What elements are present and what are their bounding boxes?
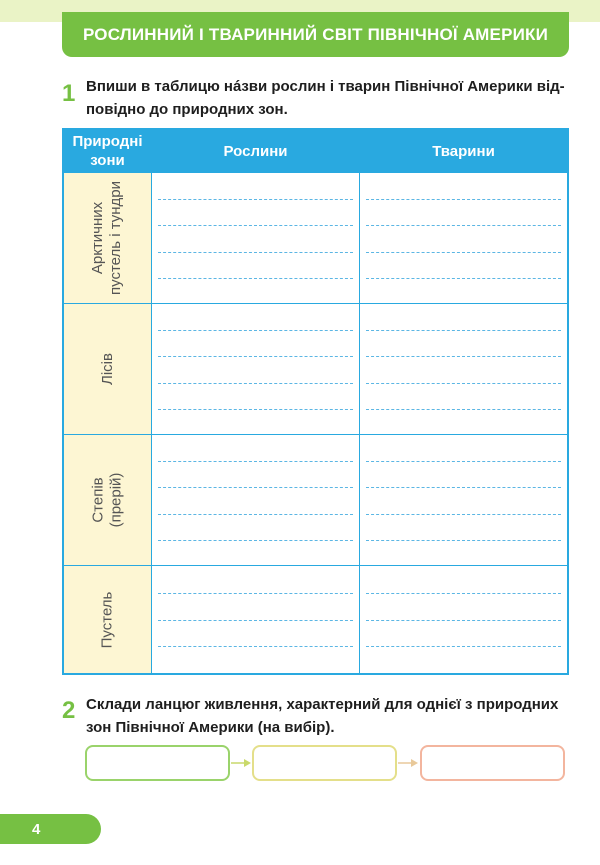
- writing-line: [366, 383, 561, 384]
- zone-deserts-label: Пустель: [98, 591, 116, 648]
- page-title: РОСЛИННИЙ І ТВАРИННИЙ СВІТ ПІВНІЧНОЇ АМЕРИКИ: [82, 24, 549, 44]
- writing-line: [158, 593, 353, 594]
- writing-line: [158, 409, 353, 410]
- writing-line: [158, 487, 353, 488]
- writing-line: [158, 461, 353, 462]
- writing-line: [366, 514, 561, 515]
- food-chain-box-3[interactable]: [420, 745, 565, 781]
- writing-line: [158, 514, 353, 515]
- writing-line: [366, 356, 561, 357]
- writing-line: [158, 330, 353, 331]
- zone-steppes: [64, 435, 152, 566]
- task-2-line-2: зон Північної Америки (на вибір).: [86, 719, 335, 736]
- writing-line: [366, 199, 561, 200]
- title-banner: [62, 12, 569, 57]
- task-2-text: [86, 693, 569, 739]
- header-plants: [152, 130, 360, 173]
- writing-line: [158, 356, 353, 357]
- chain-arrow-1-icon: [231, 757, 252, 769]
- food-chain-box-2[interactable]: [252, 745, 397, 781]
- chain-arrow-2-icon: [398, 757, 419, 769]
- header-plants-label: Рослини: [223, 142, 288, 160]
- writing-line: [366, 278, 561, 279]
- writing-line: [366, 330, 561, 331]
- writing-line: [158, 383, 353, 384]
- header-animals-label: Тварини: [432, 142, 495, 160]
- animals-forests-field[interactable]: [360, 304, 567, 435]
- writing-line: [366, 487, 561, 488]
- writing-line: [366, 540, 561, 541]
- task-1-text: [86, 75, 569, 121]
- zone-steppes-label: Степів (прерій): [89, 472, 125, 528]
- writing-line: [366, 252, 561, 253]
- zone-arctic-label: Арктичних пустель і тундри: [89, 180, 125, 296]
- writing-line: [366, 409, 561, 410]
- writing-line: [158, 225, 353, 226]
- writing-line: [366, 620, 561, 621]
- page-number-tab: [0, 814, 101, 844]
- plants-forests-field[interactable]: [152, 304, 360, 435]
- task-2-number: 2: [62, 697, 76, 724]
- zone-arctic: [64, 173, 152, 304]
- plants-steppes-field[interactable]: [152, 435, 360, 566]
- writing-line: [158, 620, 353, 621]
- zone-forests: [64, 304, 152, 435]
- header-animals: [360, 130, 567, 173]
- task-1-number: 1: [62, 80, 76, 107]
- animals-steppes-field[interactable]: [360, 435, 567, 566]
- zone-forests-label: Лісів: [98, 353, 116, 385]
- writing-line: [366, 593, 561, 594]
- task-2-line-1: Склади ланцюг живлення, характерний для однієї з природних: [86, 696, 559, 713]
- writing-line: [158, 278, 353, 279]
- header-zones-label: Природні зони: [72, 133, 143, 169]
- writing-line: [366, 225, 561, 226]
- writing-line: [366, 461, 561, 462]
- writing-line: [366, 646, 561, 647]
- task-1-line-1: Впиши в таблицю нáзви рослин і тварин Північної Америки від-: [86, 78, 565, 95]
- page-number: 4: [32, 820, 41, 838]
- animals-deserts-field[interactable]: [360, 566, 567, 673]
- task-1-line-2: повідно до природних зон.: [86, 101, 288, 118]
- zone-deserts: [64, 566, 152, 673]
- writing-line: [158, 646, 353, 647]
- writing-line: [158, 540, 353, 541]
- food-chain-box-1[interactable]: [85, 745, 230, 781]
- header-zones: [64, 130, 152, 173]
- writing-line: [158, 199, 353, 200]
- plants-arctic-field[interactable]: [152, 173, 360, 304]
- plants-deserts-field[interactable]: [152, 566, 360, 673]
- writing-line: [158, 252, 353, 253]
- animals-arctic-field[interactable]: [360, 173, 567, 304]
- zones-table: [62, 128, 569, 675]
